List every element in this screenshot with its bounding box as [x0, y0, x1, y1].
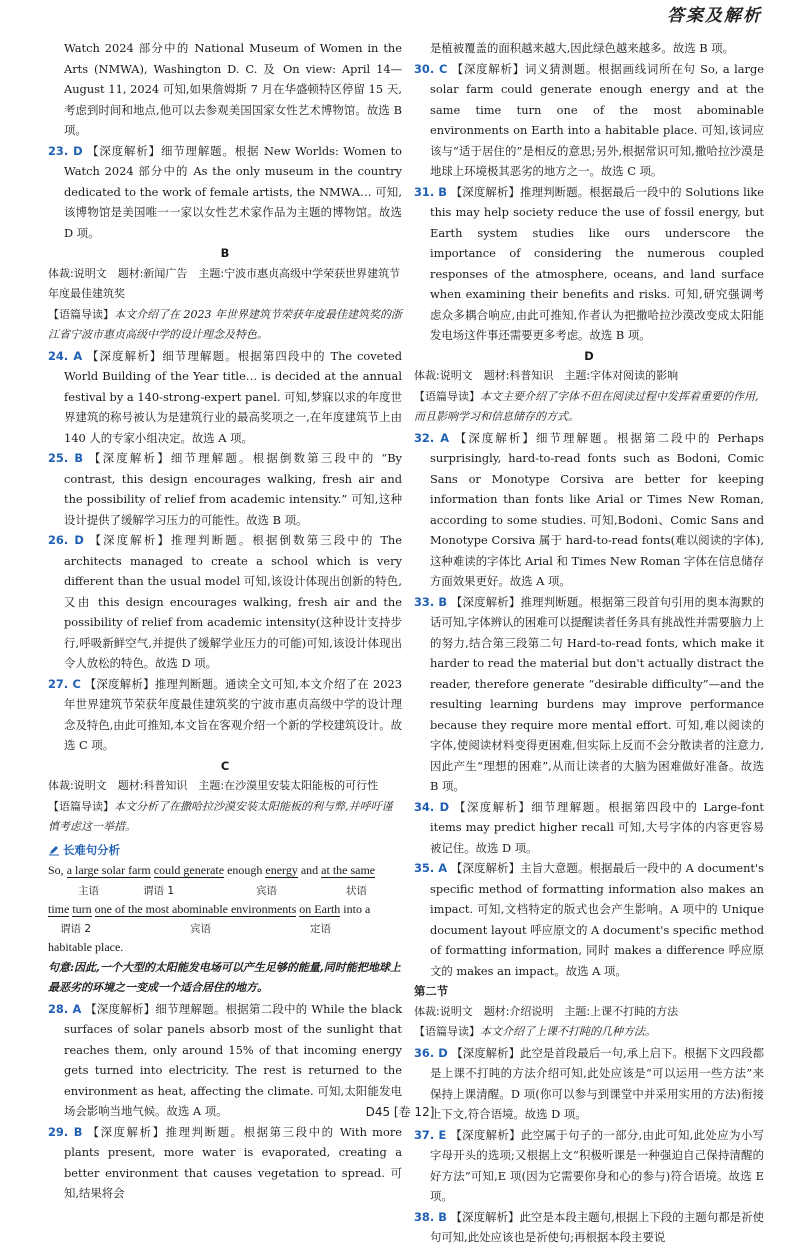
section-d-heading: D: [584, 348, 594, 363]
answer-36: 36. D 【深度解析】此空是首段最后一句,承上启下。根据下文四段都是上课不打盹的方法介绍可知,此处应该是“可以运用一些方法”来保持上课清醒。D 项(你可以参与到课堂中并采用实用的方法)衔接上下文,符合语境。故选 D 项。: [414, 1045, 764, 1121]
answer-26: 26. D 【深度解析】推理判断题。根据倒数第三段中的 The architects managed to create a school which is very different than the usual model 可知,该设计体现出创新的特色,又由 this design encourages walking, fresh air and the possibility of relief from academic intensity(这种设计支持步行,呼吸新鲜空气,并提供了缓解学业压力的可能)可知,该设计体现出令人放松的特色。故选 D 项。: [48, 533, 403, 670]
continued-paragraph: Watch 2024 部分中的 National Museum of Women in the Arts (NMWA), Washington D. C. 及 On view: April 14—August 11, 2024 可知,如果詹姆斯 7 月在华盛顿特区停留 15 天,考虑到时间和地点,他可以去参观美国国家女性艺术博物馆。故选 B 项。: [64, 41, 402, 137]
part-two-meta: 体裁:说明文 题材:介绍说明 主题:上课不打盹的方法: [414, 1004, 679, 1018]
analysis-sentence-line-2: time turn one of the most abominable environments on Earth into a: [48, 901, 371, 916]
answer-35: 35. A 【深度解析】主旨大意题。根据最后一段中的 A document's specific method of formatting information also makes an impact. 可知,文档特定的版式也会产生影响。A 项中的 Unique document layout 呼应原文的 A document's specific method of formatting information, 同时 makes a difference 呼应原文的 makes an impact。故选 A 项。: [414, 861, 764, 978]
section-d-guide: 【语篇导读】本文主要介绍了字体不但在阅读过程中发挥着重要的作用,而且影响学习和信息储存的方式。: [414, 389, 759, 423]
section-b-meta: 体裁:说明文 题材:新闻广告 主题:宁波市惠贞高级中学荣获世界建筑节年度最佳建筑奖: [48, 266, 401, 300]
part-two-guide: 【语篇导读】本文介绍了上课不打盹的几种方法。: [414, 1025, 656, 1038]
answer-23: 23. D 【深度解析】细节理解题。根据 New Worlds: Women to Watch 2024 部分中的 As the only museum in the country dedicated to the work of female artists, the NMWA… 可知,该博物馆是美国唯一一家以女性艺术家作品为主题的博物馆。故选 D 项。: [48, 143, 402, 240]
page-footer: D45 [卷 12]: [365, 1104, 435, 1119]
section-b-heading: B: [220, 246, 230, 260]
answer-28: 28. A 【深度解析】细节理解题。根据第二段中的 While the black surfaces of solar panels absorb most of the sunlight that reaches them, only around 15% of that incoming energy gets turned into electricity. The rest is returned to the environment as heat, affecting the climate. 可知,太阳能发电场会影响当地气候。故选 A 项。: [48, 1001, 402, 1118]
answer-30: 30. C 【深度解析】词义猜测题。根据画线词所在句 So, a large solar farm could generate enough energy and at the same time turn one of the most abominable environments on Earth into a habitable place. 可知,该词应该与“适于居住的”是相反的意思;另外,根据常识可知,撒哈拉沙漠是地球上环境极其恶劣的地方之一。故选 C 项。: [414, 61, 764, 178]
answer-31: 31. B 【深度解析】推理判断题。根据最后一段中的 Solutions like this may help society reduce the use of fossil energy, but Earth system studies like ours underscore the importance of considering the numerous coupled responses of the atmosphere, oceans, and land surface when examining their benefits and risks. 可知,研究强调考虑众多耦合响应,由此可推知,作者认为把撒哈拉沙漠改变成太阳能发电场这件事还需要更多考虑。故选 B 项。: [414, 184, 765, 342]
section-c-heading: C: [220, 758, 230, 773]
answer-33: 33. B 【深度解析】推理判断题。根据第三段首句引用的奥本海默的话可知,字体辨认的困难可以提醒读者任务具有挑战性并需要脑力上的努力,结合第三段第二句 Hard-to-read fonts, which make it harder to read the material but don't actually distract the reader, therefore generate “desirable difficulty”—and the resulting learning burdens may improve performance because they require more mental effort. 可知,难以阅读的字体,使阅读材料变得更困难,但实际上反而不会分散读者的注意力,因此产生“理想的困难”,从而让读者的大脑为困难做好准备。故选 B 项。: [414, 594, 764, 793]
section-d-meta: 体裁:说明文 题材:科普知识 主题:字体对阅读的影响: [414, 369, 679, 382]
answer-37: 37. E 【深度解析】此空属于句子的一部分,由此可知,此处应为小写字母开头的选项;又根据上文“积极听课是一种强迫自己保持清醒的好方法”可知,E 项(因为它需要你身和心的参与)符合语境。故选 E 项。: [414, 1127, 764, 1203]
page-header: 答案及解析: [667, 6, 762, 26]
answer-27: 27. C 【深度解析】推理判断题。通读全文可知,本文介绍了在 2023 年世界建筑节荣获年度最佳建筑奖的宁波市惠贞高级中学的设计理念及特色,由此可推知,本文旨在客观介绍一个新的学校建筑设计。故选 C 项。: [48, 676, 403, 752]
part-two-heading: 第二节: [414, 984, 449, 998]
left-column: [48, 38, 402, 1204]
answer-29: 29. B 【深度解析】推理判断题。根据第三段中的 With more plants present, more water is evaporated, creating a better environment that causes vegetation to spread. 可知,结果将会: [48, 1124, 402, 1200]
sentence-meaning: 句意:因此,一个大型的太阳能发电场可以产生足够的能量,同时能把地球上最恶劣的环境之一变成一个适合居住的地方。: [48, 960, 401, 994]
analysis-sentence-line-3: habitable place.: [48, 940, 124, 954]
continued-paragraph-right: 是植被覆盖的面积越来越大,因此绿色越来越多。故选 B 项。: [430, 41, 734, 55]
roles-line-1: 主语 谓语 1 宾语 状语: [78, 884, 367, 897]
analysis-sentence-line-1: So, a large solar farm could generate enough energy and at the same: [48, 863, 376, 877]
answer-32: 32. A 【深度解析】细节理解题。根据第二段中的 Perhaps surprisingly, hard-to-read fonts such as Bodoni, Comic Sans or Monotype Corsiva are better for keeping information than fonts like Arial or Times New Roman, according to some studies. 可知,Bodoni、Comic Sans and Monotype Corsiva 属于 hard-to-read fonts(难以阅读的字体),这种难读的字体比 Arial 和 Times New Roman 字体在信息储存方面效果更好。故选 A 项。: [414, 430, 764, 588]
answer-34: 34. D 【深度解析】细节理解题。根据第四段中的 Large-font items may predict higher recall 可知,大号字体的内容更容易被记住。故选 D 项。: [414, 799, 764, 855]
pen-icon: [48, 844, 60, 856]
answer-38: 38. B 【深度解析】此空是本段主题句,根据上下段的主题句都是祈使句可知,此处应该也是祈使句;再根据本段主要说: [414, 1209, 765, 1244]
answer-24: 24. A 【深度解析】细节理解题。根据第四段中的 The coveted World Building of the Year title… is decided at the annual festival by a 140-strong-expert panel. 可知,梦寐以求的年度世界建筑的称号被认为是建筑行业的最高奖项之一,在年度建筑节上由 140 人的专家小组决定。故选 A 项。: [48, 348, 402, 445]
section-c-guide: 【语篇导读】本文分析了在撒哈拉沙漠安装太阳能板的利与弊,并呼吁谨慎考虑这一举措。: [48, 799, 393, 833]
section-c-meta: 体裁:说明文 题材:科普知识 主题:在沙漠里安装太阳能板的可行性: [48, 779, 379, 792]
section-b-guide: 【语篇导读】本文介绍了在 2023 年世界建筑节荣获年度最佳建筑奖的浙江省宁波市惠贞高级中学的设计理念及特色。: [48, 307, 402, 341]
roles-line-2: 谓语 2 宾语 定语: [60, 923, 331, 935]
long-sentence-heading: 长难句分析: [48, 840, 402, 861]
right-column: [414, 38, 764, 1248]
answer-25: 25. B 【深度解析】细节理解题。根据倒数第三段中的 “By contrast, this design encourages walking, fresh air and the possibility of relief from academic intensity.” 可知,这种设计提供了缓解学习压力的可能性。故选 B 项。: [48, 451, 402, 527]
